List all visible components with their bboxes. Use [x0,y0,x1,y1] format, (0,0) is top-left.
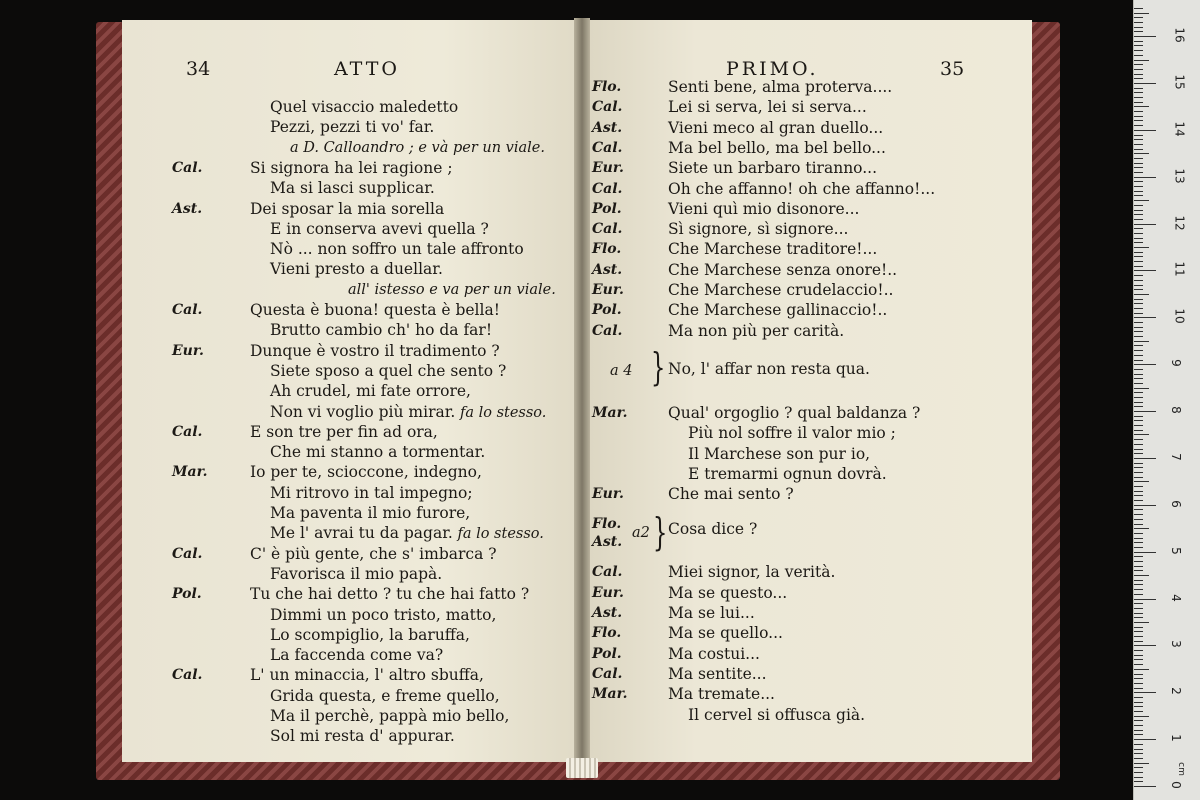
ruler-number: 16 [1172,27,1187,43]
speaker-label: Cal. [592,99,623,116]
ruler-tick [1134,13,1149,14]
speaker-label: Eur. [592,160,624,177]
ruler-tick [1134,8,1143,9]
verse-line: Miei signor, la verità. [668,563,836,582]
verse-line: Dimmi un poco tristo, matto, [270,605,497,624]
ruler-tick [1134,519,1143,520]
ruler-tick [1134,36,1156,37]
ruler-tick [1134,402,1143,403]
verse-line: Io per te, scioccone, indegno, [250,463,482,482]
ruler-tick [1134,345,1143,346]
ruler-number: 0 [1168,781,1183,789]
ruler-tick [1134,411,1156,412]
ruler-tick [1134,566,1143,567]
verse-line: E son tre per fin ad ora, [250,422,438,441]
speaker-label: Cal. [172,302,203,318]
ruler-tick [1134,242,1143,243]
speaker-label: Cal. [592,221,623,238]
ruler-tick [1134,491,1143,492]
verse-line: Mi ritrovo in tal impegno; [270,483,473,502]
verse-line: Vieni quì mio disonore... [668,199,860,218]
verse-line: La faccenda come va? [270,646,444,665]
ruler-tick [1134,397,1143,398]
ruler-tick [1134,430,1143,431]
speaker-label: Pol. [592,645,622,662]
verse-line: Pezzi, pezzi ti vo' far. [270,118,435,137]
verse-line: Quel visaccio maledetto [270,98,459,116]
ruler-tick [1134,303,1143,304]
ruler-tick [1134,720,1143,721]
ruler-tick [1134,308,1143,309]
ruler-tick [1134,505,1156,506]
ruler-tick [1134,392,1143,393]
book-headband [566,758,598,778]
ensemble-label: a2 [632,525,650,542]
ruler-tick [1134,444,1143,445]
speaker-label: Mar. [172,464,208,481]
ruler-tick [1134,327,1143,328]
ruler-tick [1134,659,1143,660]
ruler-tick [1134,406,1143,407]
right-running-head: PRIMO. [726,58,819,80]
ruler-tick [1134,683,1143,684]
verse-line: E tremarmi ognun dovrà. [688,464,887,483]
ruler-tick [1134,763,1149,764]
speaker-label: Ast. [592,534,623,551]
speaker-label: Cal. [172,423,203,440]
ruler-tick [1134,350,1143,351]
ruler-tick [1134,458,1156,459]
speaker-label: Cal. [592,139,623,156]
ruler-tick [1134,552,1156,553]
verse-line: Lo scompiglio, la baruffa, [270,625,470,644]
ruler-tick [1134,322,1143,323]
ruler-tick [1134,167,1143,168]
speaker-label: Cal. [172,159,203,176]
ruler-tick [1134,786,1156,787]
speaker-label: Cal. [592,665,623,682]
ruler-tick [1134,111,1143,112]
speaker-label: Pol. [172,586,202,603]
ruler-tick [1134,135,1143,136]
ruler-tick [1134,252,1143,253]
ruler-tick [1134,177,1156,178]
ruler-tick [1134,678,1143,679]
verse-line: No, l' affar non resta qua. [668,359,870,378]
ruler-tick [1134,139,1143,140]
verse-line: Non vi voglio più mirar. fa lo stesso. [270,402,547,421]
speaker-label: Ast. [172,200,203,217]
verse-line: Ma bel bello, ma bel bello... [668,138,886,157]
ruler-tick [1134,542,1143,543]
ruler-tick [1134,60,1149,61]
ruler-tick [1134,495,1143,496]
ruler-tick [1134,641,1143,642]
ruler-tick [1134,92,1143,93]
ruler-tick [1134,734,1143,735]
ruler-tick [1134,88,1143,89]
ruler-tick [1134,711,1143,712]
ruler-tick [1134,584,1143,585]
ruler-tick [1134,355,1143,356]
ruler-tick [1134,594,1143,595]
ruler-tick [1134,106,1149,107]
verse-line: Il cervel si offusca già. [688,705,866,724]
verse-line: Qual' orgoglio ? qual baldanza ? [668,403,921,422]
verse-line: Ma sentite... [668,664,767,683]
ruler-tick [1134,547,1143,548]
verse-line: Vieni meco al gran duello... [668,118,884,137]
speaker-label: Ast. [592,261,623,278]
verse-line: Che Marchese traditore!... [668,240,878,259]
ruler-tick [1134,561,1143,562]
ruler-tick [1134,336,1143,337]
ruler-tick [1134,655,1143,656]
verse-line: Che mi stanno a tormentar. [270,443,486,462]
ruler-tick [1134,374,1143,375]
ruler-tick [1134,378,1143,379]
verse-line: Lei si serva, lei si serva... [668,98,867,117]
ruler-tick [1134,744,1143,745]
ruler-tick [1134,781,1143,782]
ruler-tick [1134,697,1143,698]
verse-line: Sol mi resta d' appurar. [270,727,455,746]
ruler-tick [1134,191,1143,192]
ruler-tick [1134,603,1143,604]
ruler-tick [1134,758,1143,759]
verse-line: Che mai sento ? [668,485,794,504]
ruler-tick [1134,219,1143,220]
ruler-number: 10 [1172,308,1187,324]
verse-line: Vieni presto a duellar. [270,260,443,279]
verse-line: Oh che affanno! oh che affanno!... [668,179,936,198]
verse-line: Dunque è vostro il tradimento ? [250,341,500,360]
ruler-number: 7 [1168,453,1183,461]
speaker-label: Eur. [172,342,204,359]
ruler-tick [1134,528,1149,529]
ruler-tick [1134,270,1156,271]
verse-line: Si signora ha lei ragione ; [250,158,453,177]
verse-line: Che Marchese gallinaccio!.. [668,301,888,320]
verse-line: Senti bene, alma proterva.... [668,78,893,96]
ruler-tick [1134,238,1143,239]
ruler-tick [1134,434,1149,435]
stage-direction: fa lo stesso. [455,404,547,421]
speaker-label: Cal. [592,564,623,581]
ruler-tick [1134,289,1143,290]
ruler-tick [1134,538,1143,539]
speaker-label: Mar. [592,686,628,703]
speaker-label: Ast. [592,119,623,136]
left-page [122,20,580,762]
speaker-label: Mar. [592,404,628,421]
ruler-tick [1134,669,1149,670]
ruler-tick [1134,650,1143,651]
ruler-tick [1134,575,1149,576]
ruler-tick [1134,31,1143,32]
verse-line: Tu che hai detto ? tu che hai fatto ? [250,585,530,604]
left-page-number: 34 [186,58,211,80]
ruler-number: 6 [1168,499,1183,508]
verse-line: Ma tremate... [668,685,775,704]
speaker-label: Cal. [592,322,623,339]
ruler-tick [1134,144,1143,145]
ruler-tick [1134,205,1143,206]
ruler-tick [1134,702,1143,703]
ruler-tick [1134,524,1143,525]
ruler-tick [1134,645,1156,646]
ruler-unit-label: cm [1175,762,1186,776]
ruler-tick [1134,383,1143,384]
verse-line: Questa è buona! questa è bella! [250,301,500,319]
ruler-tick [1134,233,1143,234]
ruler-tick [1134,285,1143,286]
speaker-label: Eur. [592,584,624,601]
stage-direction: all' istesso e va per un viale. [348,281,556,298]
left-running-head: ATTO [334,58,400,80]
verse-line: Più nol soffre il valor mio ; [688,424,896,443]
ruler-tick [1134,172,1143,173]
ruler-tick [1134,416,1143,417]
ruler-tick [1134,69,1143,70]
stage-direction: a D. Calloandro ; e và per un viale. [290,139,545,156]
speaker-label: Eur. [592,282,624,298]
verse-line: Nò ... non soffro un tale affronto [270,240,524,259]
ruler-tick [1134,509,1143,510]
speaker-label: Ast. [592,605,623,621]
ruler-tick [1134,477,1143,478]
ruler-tick [1134,556,1143,557]
speaker-label: Flo. [592,625,622,642]
ruler-tick [1134,599,1156,600]
verse-line: Me l' avrai tu da pagar. fa lo stesso. [270,524,544,543]
ruler-number: 2 [1168,687,1183,696]
ruler-tick [1134,500,1143,501]
ruler-tick [1134,181,1143,182]
ruler-tick [1134,41,1143,42]
verse-line: Sì signore, sì signore... [668,220,849,239]
ruler-tick [1134,716,1149,717]
verse-line: Ma non più per carità. [668,321,845,340]
ruler-tick [1134,753,1143,754]
ruler-tick [1134,706,1143,707]
ruler-tick [1134,313,1143,314]
ruler-tick [1134,158,1143,159]
ruler-tick [1134,275,1143,276]
ruler-tick [1134,163,1143,164]
ruler-tick [1134,78,1143,79]
ruler-tick [1134,214,1143,215]
ruler-number: 9 [1168,359,1183,368]
speaker-label: Flo. [592,516,622,533]
ruler-tick [1134,472,1143,473]
ruler-tick [1134,425,1143,426]
ruler-tick [1134,130,1156,131]
verse-line: Siete un barbaro tiranno... [668,159,878,178]
verse-line: Il Marchese son pur io, [688,444,871,463]
verse-line: Ma si lasci supplicar. [270,179,435,198]
ruler-tick [1134,739,1156,740]
speaker-label: Flo. [592,79,622,95]
ruler-tick [1134,331,1143,332]
ruler-tick [1134,688,1143,689]
verse-line: Cosa dice ? [668,520,758,539]
ruler-tick [1134,224,1156,225]
ruler-tick [1134,200,1149,201]
ruler-tick [1134,467,1143,468]
ruler-tick [1134,360,1143,361]
verse-line: Dei sposar la mia sorella [250,199,445,218]
verse-line: L' un minaccia, l' altro sbuffa, [250,666,484,685]
ruler-tick [1134,777,1143,778]
ruler-tick [1134,341,1149,342]
ruler-number: 14 [1172,121,1187,137]
ruler-tick [1134,17,1143,18]
book-gutter [574,18,590,764]
verse-line: Ma se lui... [668,604,755,622]
ruler-number: 4 [1168,593,1183,602]
ruler-tick [1134,83,1156,84]
verse-line: Favorisca il mio papà. [270,564,443,583]
ruler-tick [1134,664,1143,665]
ruler-tick [1134,608,1143,609]
ruler-tick [1134,570,1143,571]
verse-line: E in conserva avevi quella ? [270,219,489,238]
ruler-tick [1134,481,1149,482]
ruler-tick [1134,388,1149,389]
ruler-tick [1134,125,1143,126]
verse-line: Siete sposo a quel che sento ? [270,361,507,380]
ruler-tick [1134,228,1143,229]
verse-line: Che Marchese senza onore!.. [668,260,898,279]
speaker-label: Flo. [592,241,622,258]
ruler-tick [1134,580,1143,581]
ruler-tick [1134,486,1143,487]
ruler-tick [1134,74,1143,75]
ruler-tick [1134,247,1149,248]
speaker-label: Pol. [592,200,622,217]
ruler-tick [1134,463,1143,464]
ruler-number: 1 [1168,734,1183,742]
verse-line: Grida questa, e freme quello, [270,686,500,705]
verse-line: Ma se questo... [668,583,788,602]
ruler-number: 13 [1172,168,1187,184]
ensemble-label: a 4 [610,362,633,379]
ruler-tick [1134,102,1143,103]
verse-line: Ma costui... [668,644,760,663]
brace-icon: } [650,344,666,389]
verse-line: Ma se quello... [668,624,783,643]
ruler-tick [1134,749,1143,750]
speaker-label: Eur. [592,486,624,503]
ruler-tick [1134,622,1149,623]
brace-icon: } [652,510,668,555]
ruler-tick [1134,27,1143,28]
ruler-tick [1134,280,1143,281]
ruler-number: 12 [1172,214,1187,231]
verse-line: Ma il perchè, pappà mio bello, [270,707,510,725]
ruler-tick [1134,97,1143,98]
verse-line: C' è più gente, che s' imbarca ? [250,544,497,563]
ruler-tick [1134,767,1143,768]
ruler-tick [1134,420,1143,421]
ruler-tick [1134,589,1143,590]
speaker-label: Cal. [172,667,203,684]
verse-line: Ah crudel, mi fate orrore, [270,382,471,401]
ruler-tick [1134,153,1149,154]
ruler-tick [1134,299,1143,300]
ruler-tick [1134,45,1143,46]
ruler-tick [1134,439,1143,440]
ruler-tick [1134,317,1156,318]
ruler-tick [1134,453,1143,454]
ruler-tick [1134,261,1143,262]
speaker-label: Cal. [592,180,623,197]
ruler-tick [1134,50,1143,51]
ruler-tick [1134,55,1143,56]
ruler-tick [1134,22,1143,23]
ruler-tick [1134,64,1143,65]
ruler-tick [1134,617,1143,618]
speaker-label: Cal. [172,545,203,562]
ruler-tick [1134,514,1143,515]
verse-line: Ma paventa il mio furore, [270,504,471,522]
ruler-tick [1134,631,1143,632]
verse-line: Brutto cambio ch' ho da far! [270,321,493,340]
ruler-number: 8 [1168,406,1183,414]
ruler-number: 5 [1168,546,1183,555]
ruler-tick [1134,627,1143,628]
ruler-tick [1134,692,1156,693]
stage-direction: fa lo stesso. [452,526,544,543]
measuring-ruler [1133,0,1200,800]
ruler-tick [1134,369,1143,370]
ruler-number: 15 [1172,74,1187,90]
ruler-tick [1134,364,1156,365]
ruler-tick [1134,730,1143,731]
ruler-tick [1134,266,1143,267]
right-page-number: 35 [940,58,965,80]
ruler-tick [1134,149,1143,150]
ruler-tick [1134,613,1143,614]
ruler-tick [1134,186,1143,187]
ruler-tick [1134,195,1143,196]
ruler-tick [1134,120,1143,121]
ruler-tick [1134,674,1143,675]
verse-line: Che Marchese crudelaccio!.. [668,281,894,299]
ruler-tick [1134,449,1143,450]
speaker-label: Pol. [592,302,622,319]
ruler-tick [1134,210,1143,211]
ruler-tick [1134,725,1143,726]
ruler-tick [1134,636,1143,637]
right-page [584,20,1032,762]
ruler-number: 11 [1172,261,1187,278]
ruler-tick [1134,256,1143,257]
ruler-tick [1134,533,1143,534]
ruler-tick [1134,772,1143,773]
ruler-tick [1134,116,1143,117]
ruler-number: 3 [1168,640,1183,649]
ruler-tick [1134,294,1149,295]
